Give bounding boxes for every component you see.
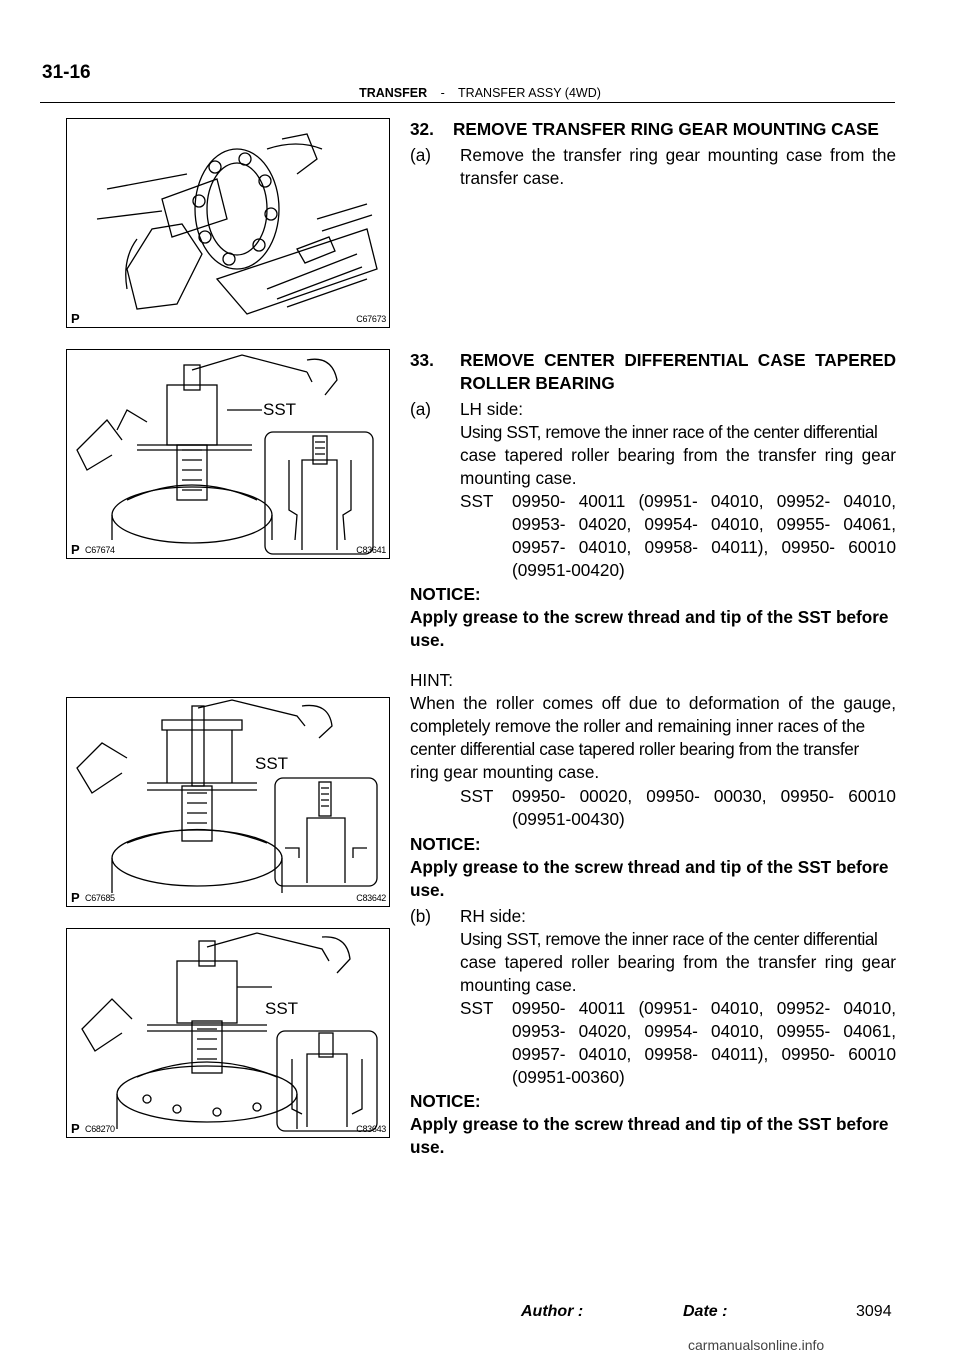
sst-label: SST (263, 400, 297, 419)
figure-code-left: C67685 (85, 893, 115, 903)
hint-title: HINT: (410, 670, 453, 690)
figure-code-right: C83641 (356, 545, 386, 555)
running-header (0, 86, 960, 100)
substep-a-sst-1: 09950- 40011 (09951- 04010, 09952- 04010, (512, 491, 896, 511)
hint-text-4: ring gear mounting case. (410, 762, 600, 782)
hint-text-2: completely remove the roller and remaining inner races of the (410, 716, 865, 736)
page-number: 31-16 (42, 62, 91, 83)
sst-label: SST (255, 754, 289, 773)
substep-a-text-3: mounting case. (460, 468, 577, 488)
footer-page-code: 3094 (856, 1303, 892, 1320)
step-33-number: 33. (410, 350, 434, 370)
substep-b-sst-2: 09953- 04020, 09954- 04010, 09955- 04061, (512, 1021, 896, 1041)
substep-b-label: (b) (410, 906, 432, 926)
step-32-a-text: Remove the transfer ring gear mounting case from the (460, 145, 896, 165)
step-33-heading-cont: ROLLER BEARING (460, 373, 615, 393)
substep-a-text: Using SST, remove the inner race of the center differential (460, 422, 878, 442)
substep-b-sst-label: SST (460, 998, 494, 1018)
header-rule (40, 102, 895, 103)
substep-b-sst-4: (09951-00360) (512, 1067, 625, 1087)
header-section: TRANSFER (359, 86, 428, 100)
figure-roller-removal (66, 697, 390, 907)
substep-b-sst-3: 09957- 04010, 09958- 04011), 09950- 60010 (512, 1044, 896, 1064)
figure-code-right: C83642 (356, 893, 386, 903)
notice-1-title: NOTICE: (410, 584, 481, 604)
illustration-sst-puller-lh (67, 350, 389, 558)
step-32-a-text-cont: transfer case. (460, 168, 565, 188)
substep-a-sst-label: SST (460, 491, 494, 511)
figure-p-mark: P (71, 1121, 80, 1136)
substep-b-text: Using SST, remove the inner race of the center differential (460, 929, 878, 949)
illustration-sst-puller-rh (67, 929, 389, 1137)
notice-2-title: NOTICE: (410, 834, 481, 854)
hint-text-1: When the roller comes off due to deformation of the gauge, (410, 693, 896, 713)
illustration-hands-removing-case (67, 119, 389, 327)
notice-2-text: Apply grease to the screw thread and tip of the SST before (410, 857, 889, 877)
notice-3-text-cont: use. (410, 1137, 445, 1157)
footer-author-label: Author : (521, 1303, 584, 1320)
figure-lh-bearing-puller (66, 349, 390, 559)
step-32-a-label: (a) (410, 145, 432, 165)
substep-b-title: RH side: (460, 906, 526, 926)
figure-code-right: C83643 (356, 1124, 386, 1134)
step-32-heading: 32. REMOVE TRANSFER RING GEAR MOUNTING CASE (410, 119, 879, 139)
footer-date-label: Date : (683, 1303, 728, 1320)
notice-1-text-cont: use. (410, 630, 445, 650)
hint-text-3: center differential case tapered roller bearing from the transfer (410, 739, 859, 759)
hint-sst-label: SST (460, 786, 494, 806)
sst-label: SST (265, 999, 299, 1018)
substep-a-label: (a) (410, 399, 432, 419)
step-33-heading: REMOVE CENTER DIFFERENTIAL CASE TAPERED (460, 350, 896, 370)
illustration-sst-puller-hint (67, 698, 389, 906)
figure-code-left: C68270 (85, 1124, 115, 1134)
notice-1-text: Apply grease to the screw thread and tip of the SST before (410, 607, 889, 627)
notice-3-title: NOTICE: (410, 1091, 481, 1111)
header-subsection: TRANSFER ASSY (4WD) (458, 86, 601, 100)
figure-code-right: C67673 (356, 314, 386, 324)
notice-3-text: Apply grease to the screw thread and tip of the SST before (410, 1114, 889, 1134)
figure-code-left: C67674 (85, 545, 115, 555)
figure-p-mark: P (71, 311, 80, 326)
substep-a-sst-2: 09953- 04020, 09954- 04010, 09955- 04061, (512, 514, 896, 534)
watermark: carmanualsonline.info (688, 1337, 825, 1353)
figure-p-mark: P (71, 542, 80, 557)
substep-b-sst-1: 09950- 40011 (09951- 04010, 09952- 04010, (512, 998, 896, 1018)
substep-b-text-3: mounting case. (460, 975, 577, 995)
substep-a-text-2: case tapered roller bearing from the transfer ring gear (460, 445, 896, 465)
hint-sst-1: 09950- 00020, 09950- 00030, 09950- 60010 (512, 786, 896, 806)
substep-a-title: LH side: (460, 399, 524, 419)
substep-a-sst-4: (09951-00420) (512, 560, 625, 580)
hint-sst-2: (09951-00430) (512, 809, 625, 829)
header-separator: - (440, 86, 445, 100)
figure-ring-gear-case-removal (66, 118, 390, 328)
substep-a-sst-3: 09957- 04010, 09958- 04011), 09950- 60010 (512, 537, 896, 557)
substep-b-text-2: case tapered roller bearing from the transfer ring gear (460, 952, 896, 972)
figure-p-mark: P (71, 890, 80, 905)
figure-rh-bearing-puller (66, 928, 390, 1138)
notice-2-text-cont: use. (410, 880, 445, 900)
